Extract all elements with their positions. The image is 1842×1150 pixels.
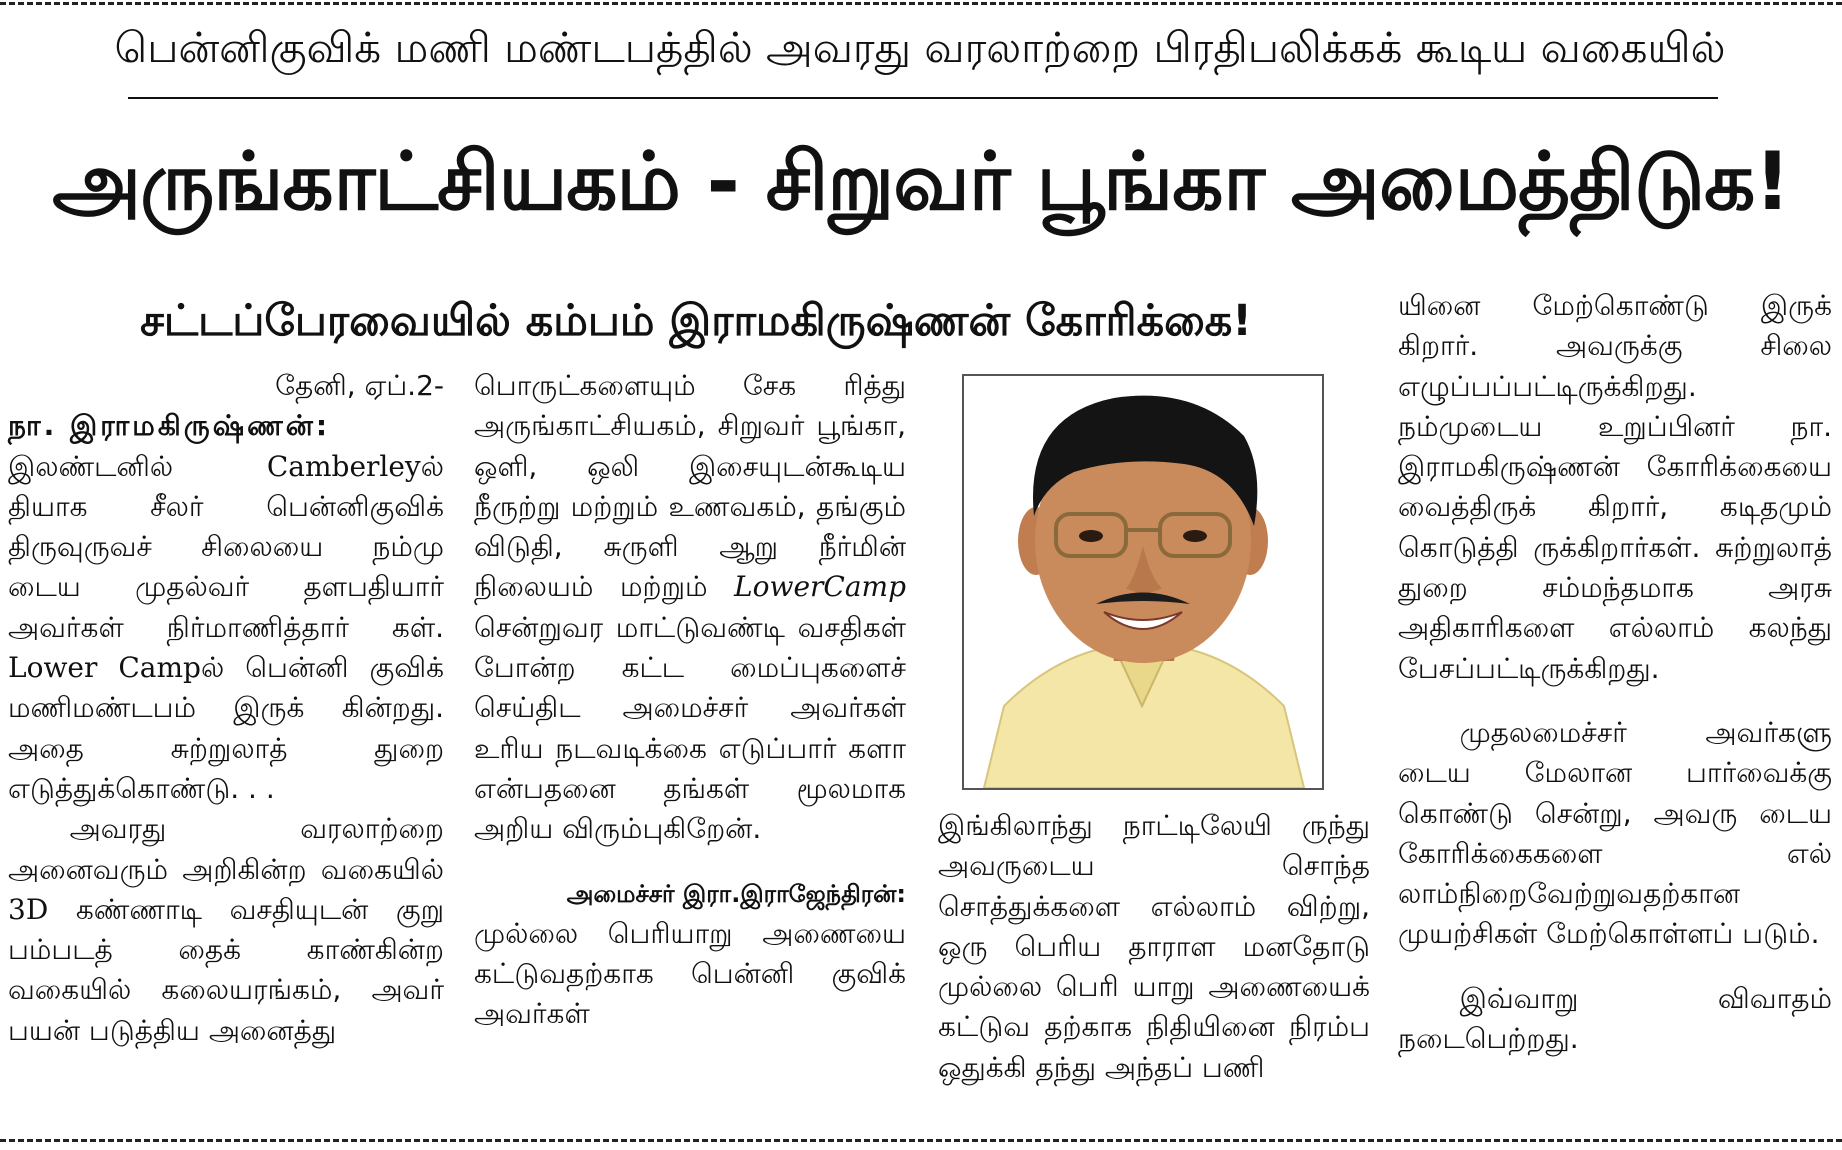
- latin-term: 3D: [8, 892, 49, 926]
- dateline: தேனி, ஏப்.2-: [275, 369, 444, 402]
- article-subhead: சட்டப்பேரவையில் கம்பம் இராமகிருஷ்ணன் கோரிக்கை!: [140, 296, 1252, 346]
- portrait-illustration: [964, 376, 1322, 788]
- column-3-paragraph-1: இங்கிலாந்து நாட்டிலேயி ருந்து அவருடைய சொந்த சொத்துக்களை எல்லாம் விற்று, ஒரு பெரிய தாராள மனதோடு முல்லை பெரி யாறு அணையைக் கட்டுவ தற்காக நிதியினை நிரம்ப ஒதுக்கி தந்து அந்தப் பணி: [938, 809, 1370, 1084]
- kicker-underline: [128, 97, 1718, 99]
- article-column-4: [1398, 286, 1832, 1059]
- speaker-label: நா. இராமகிருஷ்ணன்:: [8, 409, 331, 443]
- bottom-dashed-border: [0, 1139, 1842, 1142]
- article-kicker: பென்னிகுவிக் மணி மண்டபத்தில் அவரது வரலாற்றை பிரதிபலிக்கக் கூடிய வகையில்: [114, 23, 1726, 72]
- text-run: இலண்டனில்: [8, 449, 267, 483]
- minister-speaker-label: அமைச்சர் இரா.இராஜேந்திரன்:: [566, 879, 906, 908]
- column-4-paragraph-1: யினை மேற்கொண்டு இருக் கிறார். அவருக்கு சிலை எழுப்பப்பட்டிருக்கிறது. நம்முடைய உறுப்பினர் நா. இராமகிருஷ்ணன் கோரிக்கையை வைத்திருக் கிறார், கடிதமும் கொடுத்தி ருக்கிறார்கள். சுற்றுலாத் துறை சம்மந்தமாக அரசு அதிகாரிகளை எல்லாம் கலந்து பேசப்பட்டிருக்கிறது.: [1398, 289, 1832, 685]
- portrait-photo: [962, 374, 1324, 790]
- text-run: கண்ணாடி வசதியுடன் குறு பம்படத் தைக் காண்கின்ற வகையில் கலையரங்கம், அவர் பயன் படுத்திய அனைத்து: [8, 892, 444, 1047]
- latin-term: Camberley: [266, 449, 421, 483]
- article-headline: அருங்காட்சியகம் - சிறுவர் பூங்கா அமைத்திடுக!: [52, 135, 1790, 228]
- article-column-1: [8, 366, 444, 1051]
- text-run: ல் பென்னி குவிக் மணிமண்டபம் இருக் கின்றது. அதை சுற்றுலாத் துறை எடுத்துக்கொண்டு. . .: [8, 651, 444, 805]
- article-column-3: [938, 806, 1370, 1088]
- text-run: அவரது வரலாற்றை அனைவரும் அறிகின்ற வகையில்: [8, 812, 444, 886]
- latin-term: Lower Camp: [8, 651, 201, 685]
- latin-term: LowerCamp: [734, 570, 906, 604]
- article-column-2: [474, 366, 906, 1035]
- column-1-paragraph-1: [8, 447, 444, 810]
- text-run: ல் தியாக சீலர் பென்னிகுவிக் திருவுருவச் சிலையை நம்மு டைய முதல்வர் தளபதியார் அவர்கள் நிர்மாணித்தார் கள்.: [8, 449, 444, 644]
- column-2-paragraph-2: முல்லை பெரியாறு அணையை கட்டுவதற்காக பென்னி குவிக் அவர்கள்: [474, 916, 906, 1031]
- column-2-paragraph-1: [474, 366, 906, 850]
- text-run: பொருட்களையும் சேக ரித்து அருங்காட்சியகம், சிறுவர் பூங்கா, ஒளி, ஒலி இசையுடன்கூடிய நீருற்று மற்றும் உணவகம், தங்கும் விடுதி, சுருளி ஆறு நீர்மின் நிலையம் மற்றும்: [474, 369, 906, 604]
- speaker-name: [8, 406, 444, 446]
- column-1-paragraph-2: [8, 809, 444, 1051]
- column-4-paragraph-2: முதலமைச்சர் அவர்களு டைய மேலான பார்வைக்கு கொண்டு சென்று, அவரு டைய கோரிக்கைகளை எல் லாம்நிறைவேற்றுவதற்கான முயற்சிகள் மேற்கொள்ளப் படும்.: [1398, 715, 1832, 951]
- text-run: சென்றுவர மாட்டுவண்டி வசதிகள் போன்ற கட்ட மைப்புகளைச் செய்திட அமைச்சர் அவர்கள் உரிய நடவடிக்கை எடுப்பார் களா என்பதனை தங்கள் மூலமாக அறிய விரும்புகிறேன்.: [474, 610, 906, 846]
- spacer: [1398, 689, 1832, 713]
- spacer: [474, 850, 906, 874]
- top-dashed-border: [0, 2, 1842, 5]
- spacer: [1398, 955, 1832, 979]
- column-4-paragraph-3: இவ்வாறு விவாதம் நடைபெற்றது.: [1398, 981, 1832, 1056]
